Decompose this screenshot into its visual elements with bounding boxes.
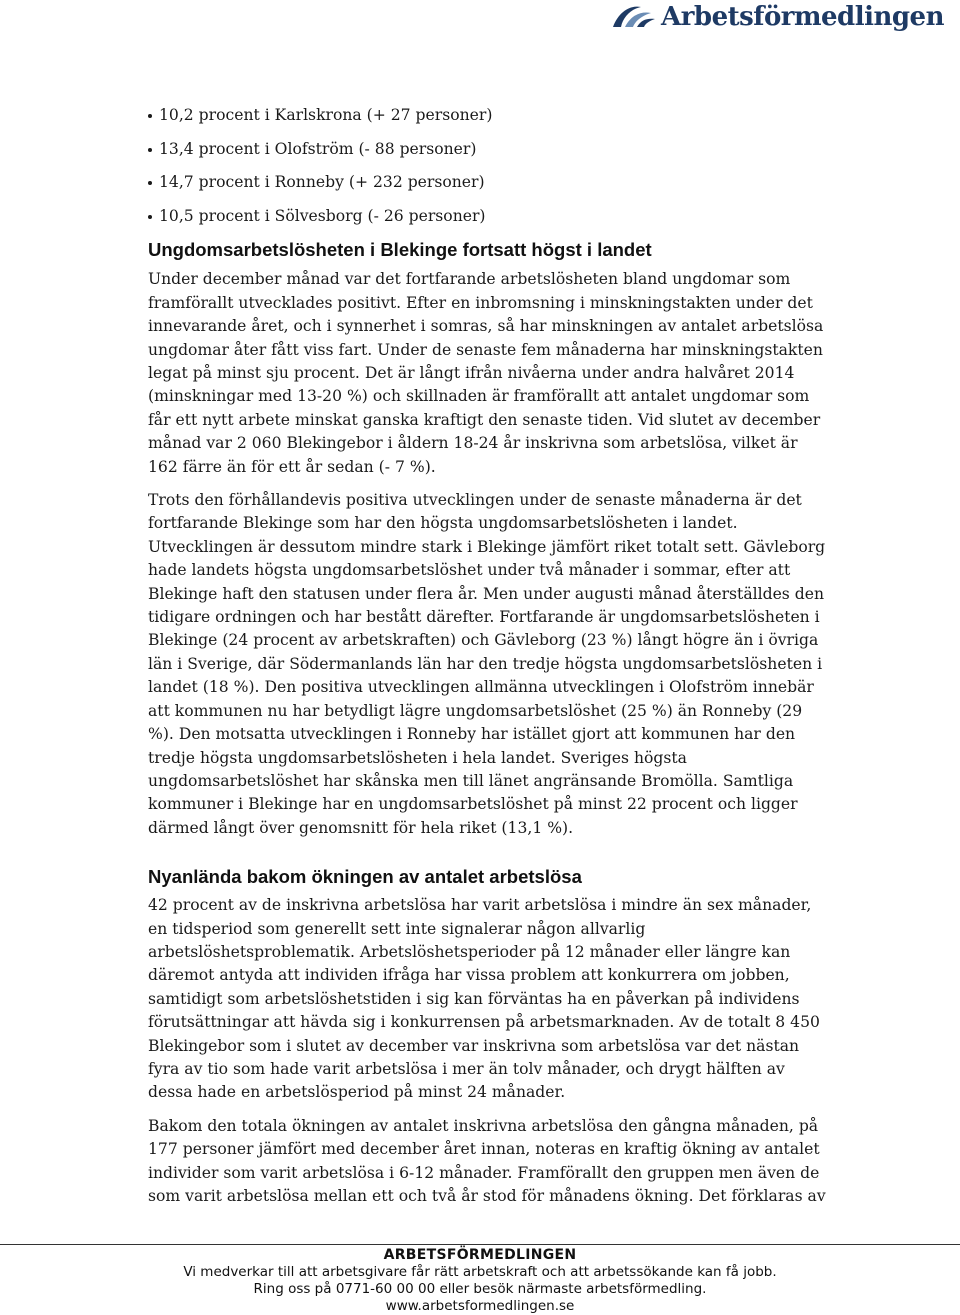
arbetsformedlingen-logo bbox=[611, 2, 944, 32]
logo-mark-icon bbox=[611, 3, 657, 31]
document-body bbox=[148, 104, 828, 1208]
footer-org: ARBETSFÖRMEDLINGEN bbox=[383, 1247, 577, 1263]
paragraph: Bakom den totala ökningen av antalet inskrivna arbetslösa den gångna månaden, på 177 personer jämfört med december året innan, noteras en kraftig ökning av antalet individer som varit arbetslösa i 6-12 månader. Framförallt den gruppen men även de som varit arbetslösa mellan ett och två år stod för månadens ökning. Det förklaras av bbox=[148, 1116, 826, 1205]
municipality-list bbox=[148, 104, 828, 228]
page-footer bbox=[0, 1247, 960, 1315]
list-item: 10,2 procent i Karlskrona (+ 27 personer) bbox=[148, 104, 828, 127]
list-item: 13,4 procent i Olofström (- 88 personer) bbox=[148, 138, 828, 161]
footer-divider bbox=[0, 1244, 960, 1245]
paragraph: Under december månad var det fortfarande arbetslösheten bland ungdomar som framförallt utvecklades positivt. Efter en inbromsning i minskningstakten under det innevarande året, och i synnerhet i somras, så har minskningen av antalet arbetslösa ungdomar åter fått viss fart. Under de senaste fem månaderna har minskningstakten legat på minst sju procent. Det är långt ifrån nivåerna under andra halvåret 2014 (minskningar med 13-20 %) och skillnaden är framförallt att antalet ungdomar som får ett nytt arbete minskat ganska kraftigt den senaste tiden. Vid slutet av december månad var 2 060 Blekingebor i åldern 18-24 år inskrivna som arbetslösa, vilket är 162 färre än för ett år sedan (- 7 %). bbox=[148, 270, 824, 476]
paragraph: Trots den förhållandevis positiva utvecklingen under de senaste månaderna är det fortfarande Blekinge som har den högsta ungdomsarbetslösheten i landet. Utvecklingen är dessutom mindre stark i Blekinge jämfört riket totalt sett. Gävleborg hade landets högsta ungdomsarbetslöshet under två månader i sommar, efter att Blekinge haft den statusen under flera år. Men under augusti månad återställdes den tidigare ordningen och har bestått därefter. Fortfarande är ungdomsarbetslösheten i Blekinge (24 procent av arbetskraften) och Gävleborg (23 %) långt högre än i övriga län i Sverige, där Södermanlands län har den tredje högsta ungdomsarbetslösheten i landet (18 %). Den positiva utvecklingen allmänna utvecklingen i Olofström innebär att kommunen nu har betydligt lägre ungdomsarbetslöshet (25 %) än Ronneby (29 %). Den motsatta utvecklingen i Ronneby har istället gjort att kommunen har den tredje högsta ungdomsarbetslösheten i hela landet. Sveriges högsta ungdomsarbetslöshet har skånska men till länet angränsande Bromölla. Samtliga kommuner i Blekinge har en ungdomsarbetslöshet på minst 22 procent och ligger därmed långt över genomsnitt för hela riket (13,1 %). bbox=[148, 491, 826, 837]
footer-contact: Ring oss på 0771-60 00 00 eller besök närmaste arbetsförmedling. bbox=[253, 1281, 707, 1297]
list-item: 14,7 procent i Ronneby (+ 232 personer) bbox=[148, 171, 828, 194]
section-heading-youth: Ungdomsarbetslösheten i Blekinge fortsatt högst i landet bbox=[148, 239, 652, 261]
footer-tagline: Vi medverkar till att arbetsgivare får rätt arbetskraft och att arbetssökande kan få jobb. bbox=[183, 1264, 777, 1280]
list-item: 10,5 procent i Sölvesborg (- 26 personer) bbox=[148, 205, 828, 228]
footer-url: www.arbetsformedlingen.se bbox=[385, 1298, 575, 1314]
paragraph: 42 procent av de inskrivna arbetslösa har varit arbetslösa i mindre än sex månader, en tidsperiod som generellt sett inte signalerar någon allvarlig arbetslöshetsproblematik. Arbetslöshetsperioder på 12 månader eller längre kan däremot antyda att individen ifråga har vissa problem att konkurrera om jobben, samtidigt som arbetslöshetstiden i sig kan förväntas ha en påverkan på individens förutsättningar att hävda sig i konkurrensen på arbetsmarknaden. Av de totalt 8 450 Blekingebor som i slutet av december var inskrivna som arbetslösa var det nästan fyra av tio som hade varit arbetslösa i mer än tolv månader, och drygt hälften av dessa hade en arbetslösperiod på minst 24 månader. bbox=[148, 896, 820, 1102]
section-heading-newcomers: Nyanlända bakom ökningen av antalet arbetslösa bbox=[148, 866, 582, 888]
logo-text: Arbetsförmedlingen bbox=[661, 2, 944, 32]
